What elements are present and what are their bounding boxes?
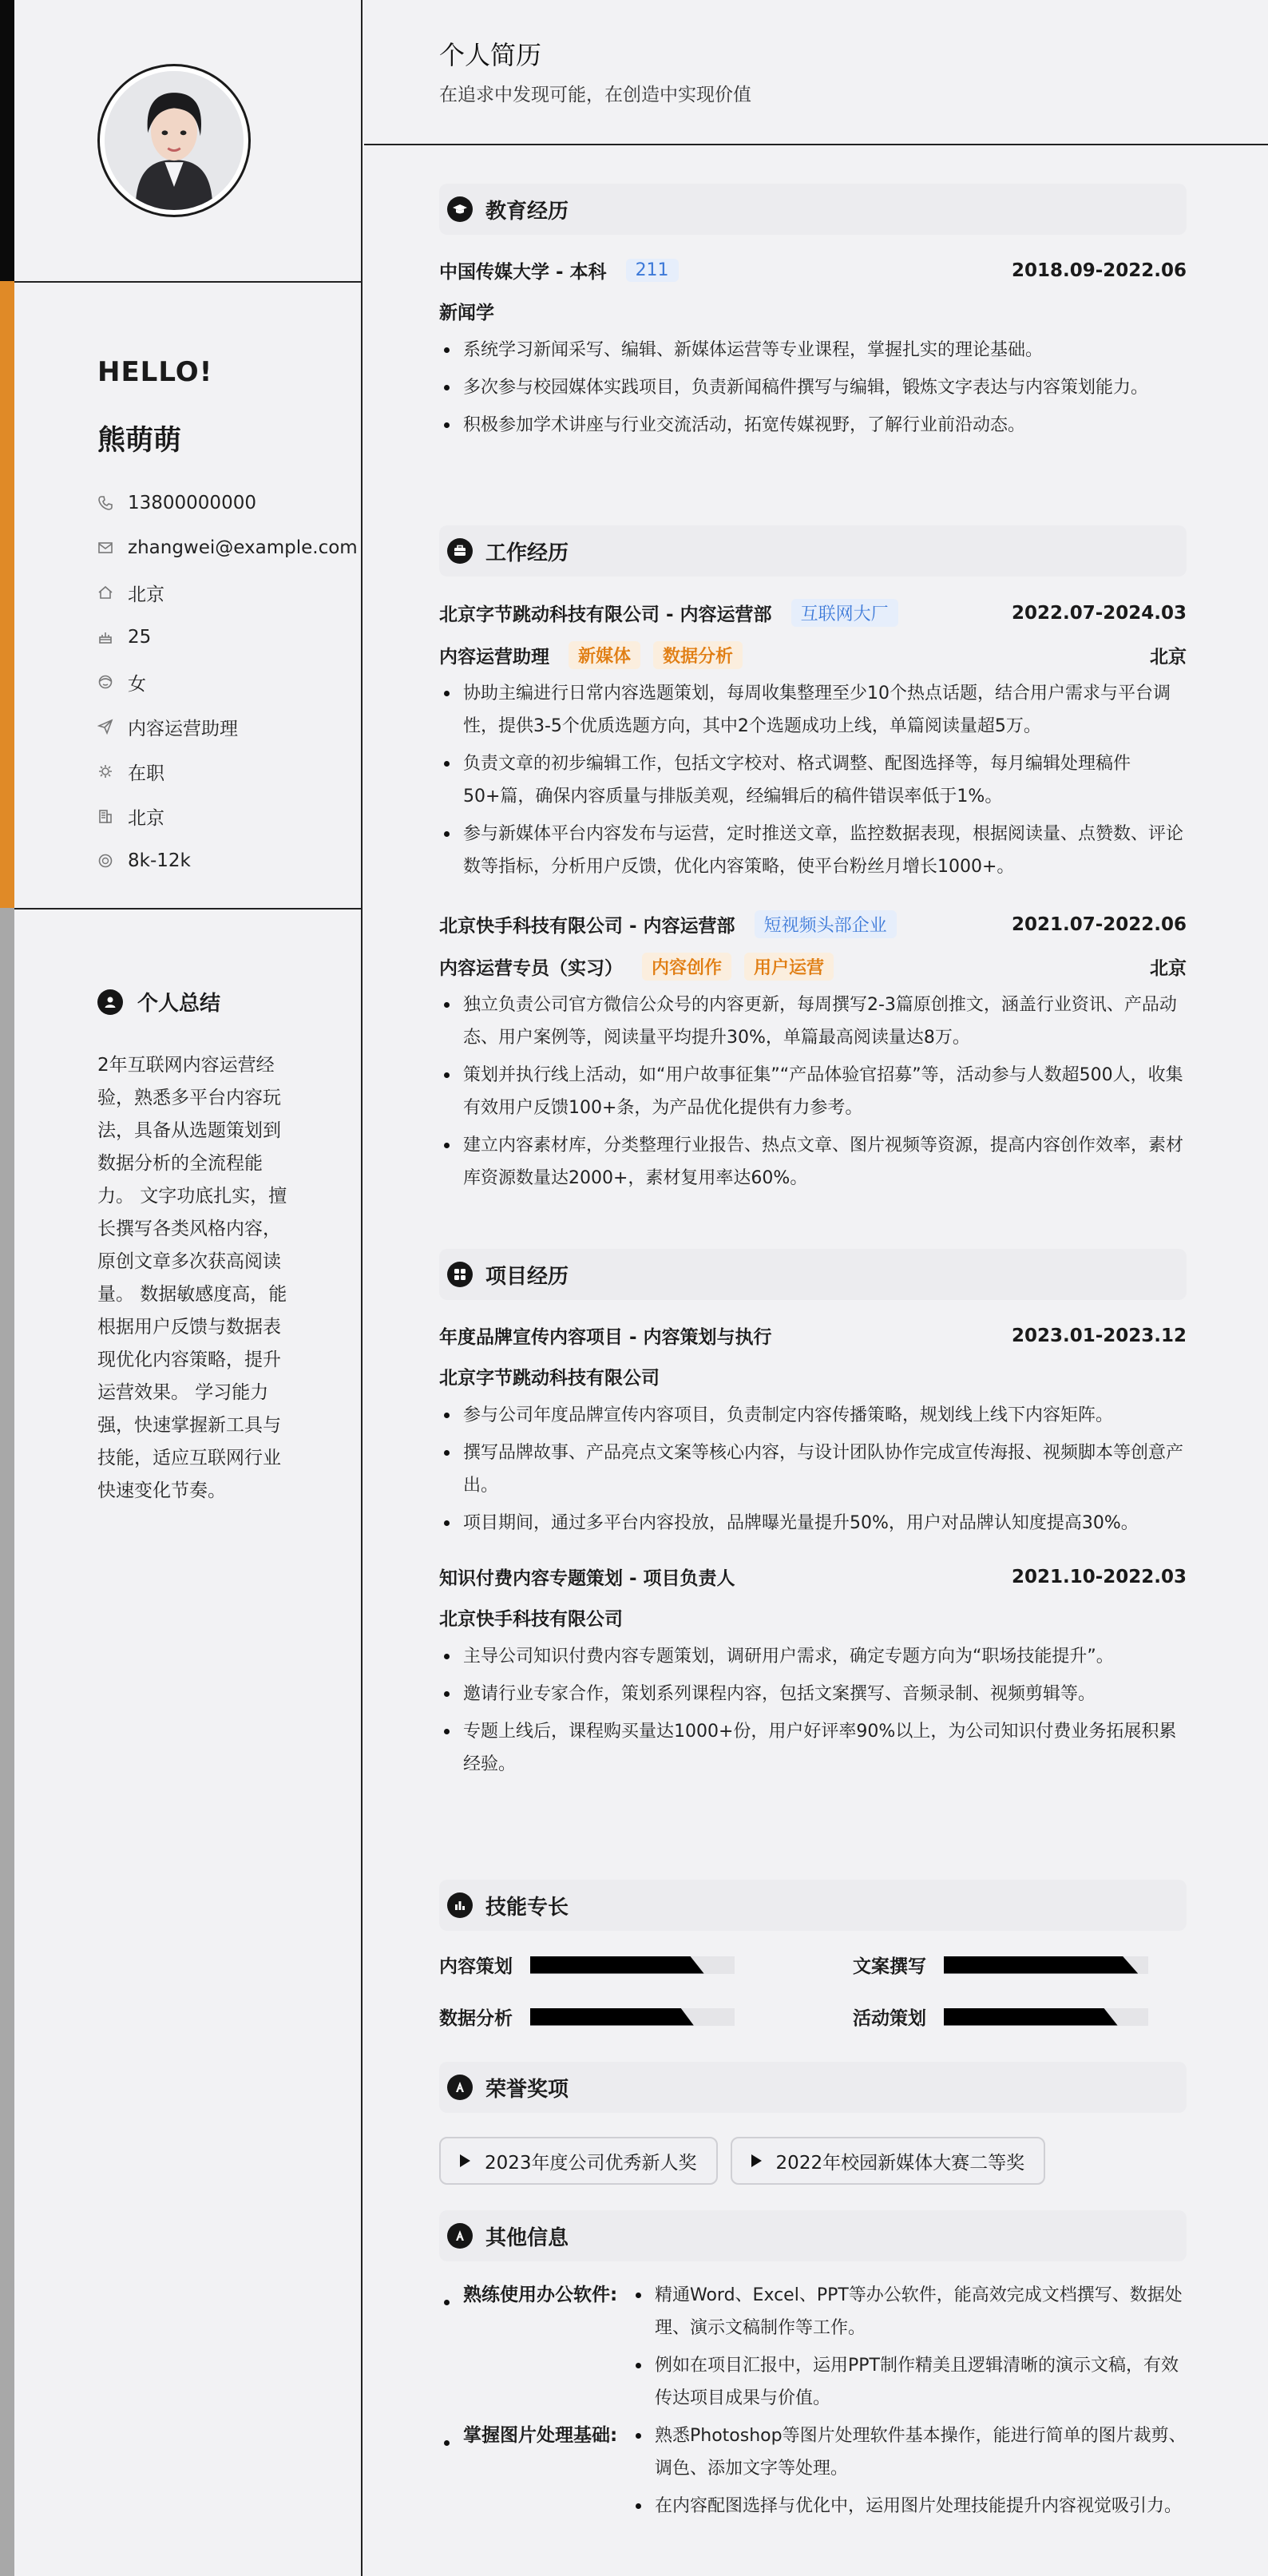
mail-icon [97, 540, 113, 556]
project-company-row [439, 1363, 1187, 1389]
other-label: 熟练使用办公软件: [439, 2279, 631, 2415]
project-name: 知识付费内容专题策划 - 项目负责人 [439, 1568, 735, 1589]
other-section [439, 2210, 1187, 2522]
play-icon [460, 2154, 470, 2167]
edge-stripe-black [0, 0, 14, 281]
graduation-cap-icon [447, 196, 473, 222]
skill-bar [530, 2008, 735, 2026]
briefcase-icon [447, 538, 473, 564]
job-role-row [439, 953, 1187, 981]
list-item: 熟悉Photoshop等图片处理软件基本操作，能进行简单的图片裁剪、调色、添加文字等处理。 [631, 2419, 1187, 2485]
company-name: 北京字节跳动科技有限公司 - 内容运营部 [439, 604, 772, 625]
skill-bar [944, 1956, 1148, 1974]
phone-icon [97, 495, 113, 511]
list-item: 独立负责公司官方微信公众号的内容更新，每周撰写2-3篇原创推文，涵盖行业资讯、产品动态、用户案例等，阅读量平均提升30%，单篇最高阅读量达8万。 [439, 989, 1187, 1054]
section-title: 技能专长 [485, 1895, 569, 1920]
section-title: 项目经历 [485, 1264, 569, 1289]
project-company: 北京快手科技有限公司 [439, 1609, 623, 1630]
avatar-photo [105, 71, 244, 210]
skill-label: 内容策划 [439, 1956, 513, 1977]
list-item: 多次参与校园媒体实践项目，负责新闻稿件撰写与编辑，锻炼文字表达与内容策划能力。 [439, 371, 1187, 404]
summary-title: 个人总结 [137, 992, 221, 1016]
section-title: 荣誉奖项 [485, 2077, 569, 2102]
job-bullets [439, 989, 1187, 1195]
info-salary [97, 838, 358, 883]
skills-section [439, 1880, 1187, 2030]
skill-item [853, 2003, 1187, 2030]
project-date: 2021.10-2022.03 [1011, 1566, 1187, 1587]
page-title: 个人简历 [439, 40, 542, 70]
list-item: 协助主编进行日常内容选题策划，每周收集整理至少10个热点话题，结合用户需求与平台调性，提供3-5个优质选题方向，其中2个选题成功上线，单篇阅读量超5万。 [439, 677, 1187, 743]
info-gender [97, 660, 358, 704]
other-heading [439, 2210, 1187, 2261]
divider [14, 908, 363, 910]
info-text: 内容运营助理 [128, 718, 238, 739]
bar-chart-icon [447, 1892, 473, 1918]
project-bullets [439, 1640, 1187, 1781]
cake-icon [97, 629, 113, 645]
section-title: 其他信息 [485, 2225, 569, 2250]
sidebar [14, 0, 363, 2576]
other-bullets [631, 2279, 1187, 2415]
awards-section [439, 2062, 1187, 2185]
list-item: 主导公司知识付费内容专题策划，调研用户需求，确定专题方向为“职场技能提升”。 [439, 1640, 1187, 1673]
info-status [97, 749, 358, 794]
list-item: 参与新媒体平台内容发布与运营，定时推送文章，监控数据表现，根据阅读量、点赞数、评论数等指标，分析用户反馈，优化内容策略，使平台粉丝月增长1000+。 [439, 818, 1187, 883]
page-subtitle: 在追求中发现可能，在创造中实现价值 [439, 85, 751, 105]
project-company-row [439, 1604, 1187, 1631]
work-section [439, 525, 1187, 1195]
list-item: 策划并执行线上活动，如“用户故事征集”“产品体验官招募”等，活动参与人数超500人，收集有效用户反馈100+条，为产品优化提供有力参考。 [439, 1059, 1187, 1124]
info-text: 8k-12k [128, 850, 191, 871]
skill-tag: 用户运营 [744, 953, 834, 981]
company-tag: 短视频头部企业 [755, 910, 897, 938]
major-row [439, 298, 1187, 324]
info-city [97, 794, 358, 838]
job-city: 北京 [1150, 958, 1187, 979]
list-item: 负责文章的初步编辑工作，包括文字校对、格式调整、配图选择等，每月编辑处理稿件50+篇，确保内容质量与排版美观，经编辑后的稿件错误率低于1%。 [439, 747, 1187, 813]
job-city: 北京 [1150, 647, 1187, 668]
education-date: 2018.09-2022.06 [1011, 260, 1187, 281]
list-item: 项目期间，通过多平台内容投放，品牌曝光量提升50%，用户对品牌认知度提高30%。 [439, 1507, 1187, 1540]
list-item: 专题上线后，课程购买量达1000+份，用户好评率90%以上，为公司知识付费业务拓展积累经验。 [439, 1715, 1187, 1781]
skill-item [439, 1952, 773, 1978]
face-icon [97, 674, 113, 690]
award-chip [439, 2137, 718, 2185]
project-name: 年度品牌宣传内容项目 - 内容策划与执行 [439, 1327, 772, 1348]
skill-fill [530, 2008, 694, 2026]
job-role: 内容运营助理 [439, 647, 549, 668]
award-label: 2023年度公司优秀新人奖 [485, 2152, 697, 2174]
info-phone [97, 481, 358, 525]
skills-heading [439, 1880, 1187, 1931]
summary-text: 2年互联网内容运营经验，熟悉多平台内容玩法，具备从选题策划到数据分析的全流程能力。 文字功底扎实，擅长撰写各类风格内容，原创文章多次获高阅读量。 数据敏感度高，能根据用户反馈与数据表现优化内容策略，提升运营效果。 学习能力强，快速掌握新工具与技能，适应互联网行业快速变化节奏。 [97, 1055, 287, 1501]
skill-bar [944, 2008, 1148, 2026]
skill-item [439, 2003, 773, 2030]
list-item: 撰写品牌故事、产品亮点文案等核心内容，与设计团队协作完成宣传海报、视频脚本等创意产出。 [439, 1437, 1187, 1502]
education-heading [439, 184, 1187, 235]
skill-label: 活动策划 [853, 2008, 926, 2029]
send-icon [97, 719, 113, 735]
info-position [97, 704, 358, 749]
education-bullets [439, 334, 1187, 442]
info-text: 女 [128, 673, 146, 695]
building-icon [97, 808, 113, 824]
divider [14, 281, 363, 283]
company-tag: 互联网大厂 [791, 599, 898, 627]
other-group [439, 2279, 1187, 2415]
education-section [439, 184, 1187, 442]
info-icon [447, 2223, 473, 2249]
list-item: 系统学习新闻采写、编辑、新媒体运营等专业课程，掌握扎实的理论基础。 [439, 334, 1187, 367]
header-divider [364, 144, 1268, 145]
job-header [439, 599, 1187, 627]
skill-tag: 内容创作 [642, 953, 731, 981]
info-text: zhangwei@example.com [128, 537, 358, 558]
skill-fill [944, 2008, 1118, 2026]
list-item: 建立内容素材库，分类整理行业报告、热点文章、图片视频等资源，提高内容创作效率，素材库资源数量达2000+，素材复用率达60%。 [439, 1129, 1187, 1195]
projects-section [439, 1249, 1187, 1781]
skill-tag: 数据分析 [653, 641, 743, 669]
info-text: 在职 [128, 763, 164, 784]
job-bullets [439, 677, 1187, 883]
company-name: 北京快手科技有限公司 - 内容运营部 [439, 916, 735, 937]
project-header [439, 1322, 1187, 1349]
job-role: 内容运营专员（实习） [439, 958, 623, 979]
list-item: 在内容配图选择与优化中，运用图片处理技能提升内容视觉吸引力。 [631, 2490, 1187, 2522]
edge-stripe-orange [0, 281, 14, 908]
skill-fill [530, 1956, 704, 1974]
project-date: 2023.01-2023.12 [1011, 1325, 1187, 1346]
other-bullets [631, 2419, 1187, 2522]
summary-heading [97, 987, 220, 1017]
projects-heading [439, 1249, 1187, 1300]
job-date: 2022.07-2024.03 [1011, 602, 1187, 624]
list-item: 邀请行业专家合作，策划系列课程内容，包括文案撰写、音频录制、视频剪辑等。 [439, 1678, 1187, 1710]
status-icon [97, 763, 113, 779]
list-item: 参与公司年度品牌宣传内容项目，负责制定内容传播策略，规划线上线下内容矩阵。 [439, 1399, 1187, 1432]
coin-icon [97, 853, 113, 869]
project-header [439, 1563, 1187, 1590]
avatar [97, 64, 251, 217]
skill-label: 数据分析 [439, 2008, 513, 2029]
project-bullets [439, 1399, 1187, 1540]
list-item: 例如在项目汇报中，运用PPT制作精美且逻辑清晰的演示文稿，有效传达项目成果与价值。 [631, 2349, 1187, 2415]
skill-item [853, 1952, 1187, 1978]
school-tag: 211 [626, 259, 679, 282]
job-date: 2021.07-2022.06 [1011, 913, 1187, 935]
awards-list [439, 2137, 1187, 2185]
job-header [439, 910, 1187, 938]
skill-fill [944, 1956, 1138, 1974]
project-company: 北京字节跳动科技有限公司 [439, 1368, 660, 1389]
skills-grid [439, 1952, 1187, 2030]
hello-heading: HELLO! [97, 356, 213, 388]
user-icon [97, 989, 123, 1015]
work-heading [439, 525, 1187, 577]
info-text: 25 [128, 627, 152, 648]
list-item: 积极参加学术讲座与行业交流活动，拓宽传媒视野，了解行业前沿动态。 [439, 409, 1187, 442]
award-icon [447, 2075, 473, 2100]
section-title: 教育经历 [485, 199, 569, 224]
school-name: 中国传媒大学 - 本科 [439, 262, 607, 283]
home-icon [97, 585, 113, 600]
section-title: 工作经历 [485, 541, 569, 565]
skill-label: 文案撰写 [853, 1956, 926, 1977]
grid-icon [447, 1262, 473, 1287]
other-group [439, 2419, 1187, 2522]
other-label: 掌握图片处理基础: [439, 2419, 631, 2522]
skill-tag: 新媒体 [569, 641, 640, 669]
info-location [97, 570, 358, 615]
contact-info-list [97, 481, 358, 883]
info-email [97, 525, 358, 570]
skill-bar [530, 1956, 735, 1974]
play-icon [751, 2154, 762, 2167]
award-chip [731, 2137, 1046, 2185]
edge-stripe-gray [0, 908, 14, 2576]
job-role-row [439, 641, 1187, 669]
info-text: 北京 [128, 807, 164, 829]
info-text: 北京 [128, 584, 164, 605]
award-label: 2022年校园新媒体大赛二等奖 [775, 2152, 1025, 2174]
awards-heading [439, 2062, 1187, 2113]
main-content [364, 0, 1268, 2576]
list-item: 精通Word、Excel、PPT等办公软件，能高效完成文档撰写、数据处理、演示文稿制作等工作。 [631, 2279, 1187, 2344]
info-age [97, 615, 358, 660]
major-name: 新闻学 [439, 303, 494, 323]
person-name: 熊萌萌 [97, 425, 182, 457]
education-entry-header [439, 257, 1187, 283]
info-text: 13800000000 [128, 493, 256, 513]
